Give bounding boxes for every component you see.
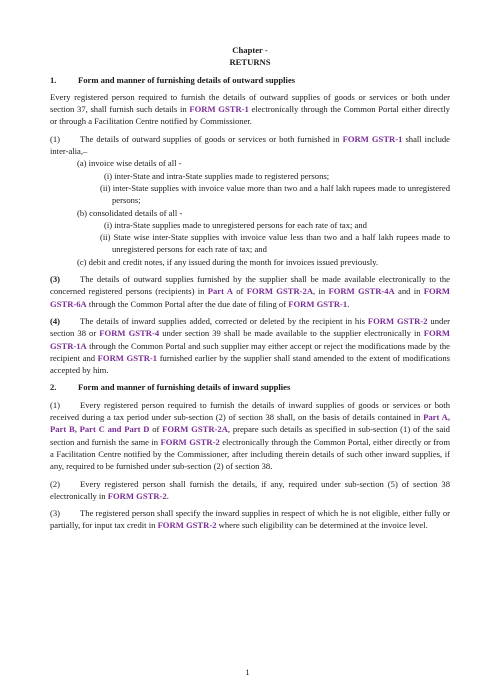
clause-a-ii: (ii) inter-State supplies with invoice value more than two and a half lakh rupees made to unregistered persons; [100, 182, 450, 206]
chapter-label: Chapter - [232, 45, 268, 55]
chapter-title: RETURNS [229, 57, 271, 68]
section-1-intro: Every registered person required to furnish the details of outward supplies of goods or services or both under section 37, shall furnish such details in FORM GSTR-1 electronically through the Common Portal either directly or through a Facilitation Centre notified by Commissioner. [50, 91, 450, 127]
clause-b-i: (i) intra-State supplies made to unregistered persons for each rate of tax; and [104, 219, 367, 230]
form-reference: FORM GSTR-1 [189, 104, 249, 115]
section-1-para-3: (3) The details of outward supplies furnished by the supplier shall be made available electronically to the concerned registered persons (recipients) in Part A of FORM GSTR-2A, in FORM GSTR-4A and in FORM GSTR-6A through the Common Portal after the due date of filing of FORM GSTR-1. [50, 274, 450, 309]
section-1-heading [50, 74, 450, 86]
form-reference: FORM GSTR-1 [342, 133, 403, 144]
clause-c: (c) debit and credit notes, if any issued during the month for invoices issued previously. [77, 256, 379, 267]
clause-a-i: (i) inter-State and intra-State supplies made to registered persons; [104, 170, 330, 181]
section-2-para-2: (2) Every registered person shall furnish the details, if any, required under sub-section (5) of section 38 electronically in FORM GSTR-2. [50, 478, 450, 501]
clause-b-ii: (ii) State wise inter-State supplies with invoice value less than two and a half lakh rupees made to unregistered persons for each rate of tax; and [100, 232, 450, 255]
section-1-number: 1. [50, 74, 57, 85]
section-2-number: 2. [50, 382, 57, 393]
section-2-para-3: (3) The registered person shall specify the inward supplies in respect of which he is not eligible, either fully or partially, for input tax credit in FORM GSTR-2 where such eligibility can be determined at the invoice level. [50, 508, 450, 531]
page-number: 1 [245, 667, 250, 677]
section-1-para-4: (4) The details of inward supplies added, corrected or deleted by the recipient in his FORM GSTR-2 under section 38 or FORM GSTR-4 under section 39 shall be made available to the supplier electronically in FORM GSTR-1A through the Common Portal and such supplier may either accept or reject the modifications made by the recipient and FORM GSTR-1 furnished earlier by the supplier shall stand amended to the extent of modifications accepted by him. [50, 315, 451, 376]
clause-a: (a) invoice wise details of all - [77, 158, 182, 169]
section-1-para-1: (1) The details of outward supplies of goods or services or both furnished in FORM GSTR-1 shall include inter-alia,– [50, 133, 450, 157]
section-2-heading [50, 381, 450, 393]
section-2-title: Form and manner of furnishing details of inward supplies [78, 382, 291, 393]
clause-b: (b) consolidated details of all - [77, 207, 183, 218]
section-2-para-1: (1) Every registered person required to furnish the details of inward supplies of goods or services or both received during a tax period under sub-section (2) of section 38 shall, on the basis of details contained in Part A, Part B, Part C and Part D of FORM GSTR-2A, prepare such details as specified in sub-section (1) of the said section and furnish the same in FORM GSTR-2 electronically through the Common Portal, either directly or from a Facilitation Centre notified by the Commissioner, after including therein details of such other inward supplies, if any, required to be furnished under sub-section (2) of section 38. [50, 399, 451, 472]
section-1-title: Form and manner of furnishing details of outward supplies [78, 74, 296, 85]
document-body [50, 44, 450, 532]
